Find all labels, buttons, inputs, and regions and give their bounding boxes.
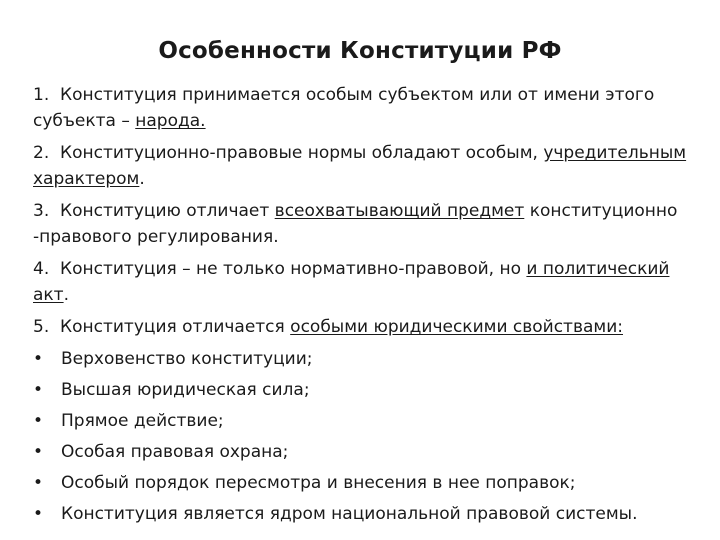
bullet-item [33, 377, 697, 403]
bullet-text: Прямое действие; [61, 411, 224, 431]
bullet-text: Высшая юридическая сила; [61, 380, 310, 400]
item-text: Конституция – не только нормативно-правовой, но [60, 259, 527, 279]
content-body [33, 82, 697, 532]
item-text: Конституцию отличает [60, 201, 275, 221]
numbered-item [33, 198, 697, 250]
bullet-item [33, 408, 697, 434]
bullet-item [33, 501, 697, 527]
item-number: 5. [33, 317, 50, 337]
item-number: 4. [33, 259, 50, 279]
bullet-text: Верховенство конституции; [61, 349, 313, 369]
numbered-item [33, 82, 697, 134]
bullet-icon: • [33, 349, 44, 369]
item-number: 1. [33, 85, 50, 105]
bullet-item [33, 470, 697, 496]
item-text-tail: . [139, 169, 145, 189]
bullet-text: Особый порядок пересмотра и внесения в нее поправок; [61, 473, 576, 493]
bullet-item [33, 346, 697, 372]
bullet-icon: • [33, 380, 44, 400]
bullet-text: Особая правовая охрана; [61, 442, 289, 462]
item-underlined-text: учредительным характером [33, 143, 687, 189]
item-text: Конституция принимается особым субъектом или от имени этого субъекта – [33, 85, 655, 131]
item-number: 2. [33, 143, 50, 163]
item-underlined-text: и политический акт [33, 259, 670, 305]
bullet-icon: • [33, 442, 44, 462]
bullet-icon: • [33, 504, 44, 524]
item-underlined-text: всеохватывающий предмет [274, 201, 525, 221]
bullet-icon: • [33, 473, 44, 493]
numbered-item [33, 314, 697, 340]
item-number: 3. [33, 201, 50, 221]
item-text: Конституция отличается [60, 317, 291, 337]
item-text-tail: конституционно -правового регулирования. [33, 201, 678, 247]
numbered-item [33, 256, 697, 308]
item-underlined-text: особыми юридическими свойствами: [290, 317, 623, 337]
item-underlined-text: народа. [135, 111, 206, 131]
bullet-text: Конституция является ядром национальной правовой системы. [61, 504, 638, 524]
numbered-item [33, 140, 697, 192]
item-text-tail: . [63, 285, 69, 305]
slide-title: Особенности Конституции РФ [158, 38, 562, 64]
bullet-icon: • [33, 411, 44, 431]
item-text: Конституционно-правовые нормы обладают особым, [60, 143, 544, 163]
bullet-item [33, 439, 697, 465]
